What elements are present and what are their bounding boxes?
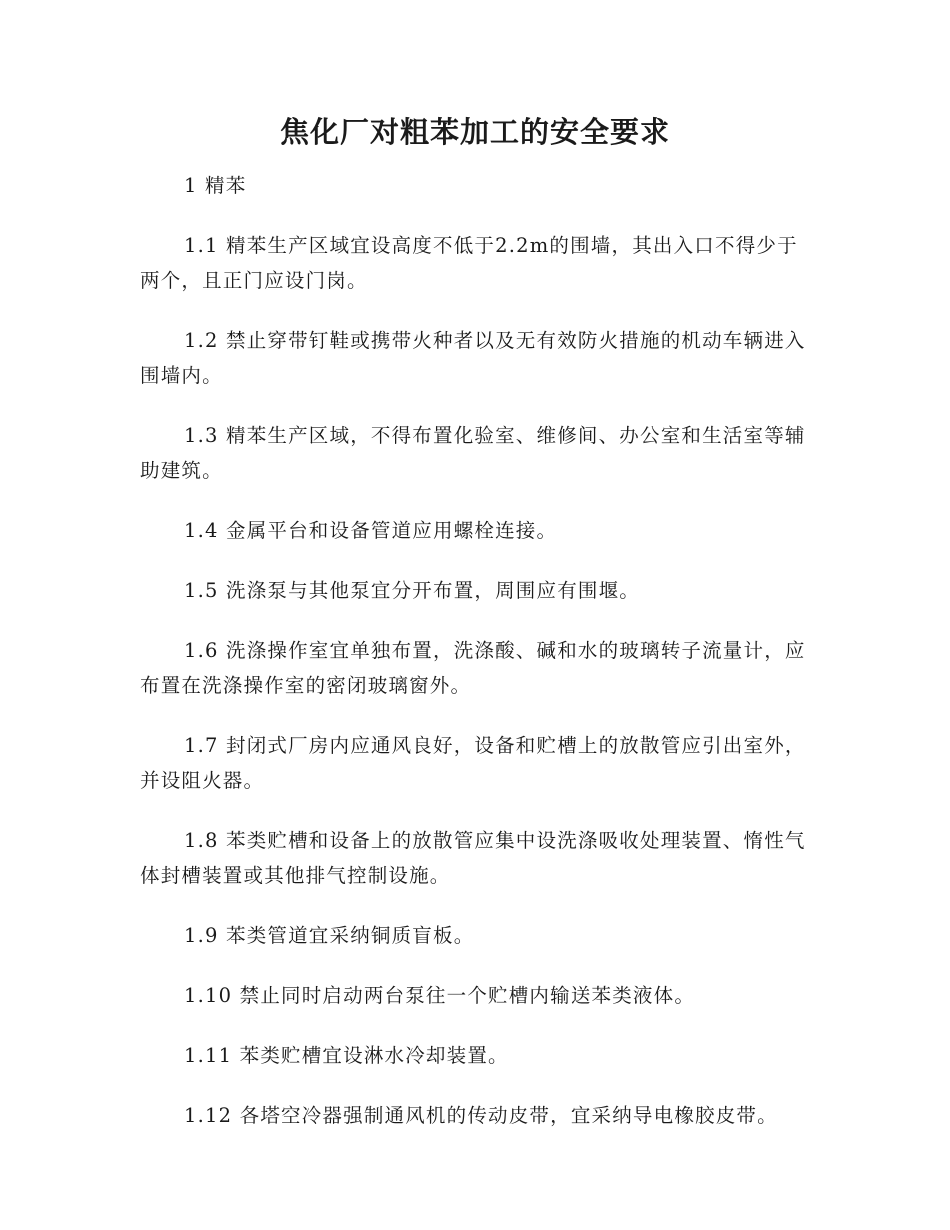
paragraph-1-4: 1.4 金属平台和设备管道应用螺栓连接。 — [184, 519, 558, 542]
paragraph-1-9: 1.9 苯类管道宜采纳铜质盲板。 — [184, 924, 475, 947]
paragraph-1-5: 1.5 洗涤泵与其他泵宜分开布置，周围应有围堰。 — [184, 579, 641, 602]
document-body — [140, 168, 810, 1158]
section-heading: 1 精苯 — [184, 174, 247, 197]
document-title: 焦化厂对粗苯加工的安全要求 — [279, 115, 670, 149]
paragraph-1-6: 1.6 洗涤操作室宜单独布置，洗涤酸、碱和水的玻璃转子流量计，应布置在洗涤操作室的密闭玻璃窗外。 — [140, 639, 806, 697]
paragraph-1-7: 1.7 封闭式厂房内应通风良好，设备和贮槽上的放散管应引出室外，并设阻火器。 — [140, 734, 806, 792]
paragraph-1-10: 1.10 禁止同时启动两台泵往一个贮槽内输送苯类液体。 — [184, 984, 696, 1007]
paragraph-1-8: 1.8 苯类贮槽和设备上的放散管应集中设洗涤吸收处理装置、惰性气体封槽装置或其他排气控制设施。 — [140, 829, 806, 887]
paragraph-1-3: 1.3 精苯生产区域，不得布置化验室、维修间、办公室和生活室等辅助建筑。 — [140, 424, 806, 482]
paragraph-1-12: 1.12 各塔空冷器强制通风机的传动皮带，宜采纳导电橡胶皮带。 — [184, 1104, 778, 1127]
paragraph-1-1: 1.1 精苯生产区域宜设高度不低于2.2m的围墙，其出入口不得少于两个，且正门应设门岗。 — [140, 234, 798, 292]
paragraph-1-11: 1.11 苯类贮槽宜设淋水冷却装置。 — [184, 1044, 509, 1067]
paragraph-1-2: 1.2 禁止穿带钉鞋或携带火种者以及无有效防火措施的机动车辆进入围墙内。 — [140, 329, 806, 387]
